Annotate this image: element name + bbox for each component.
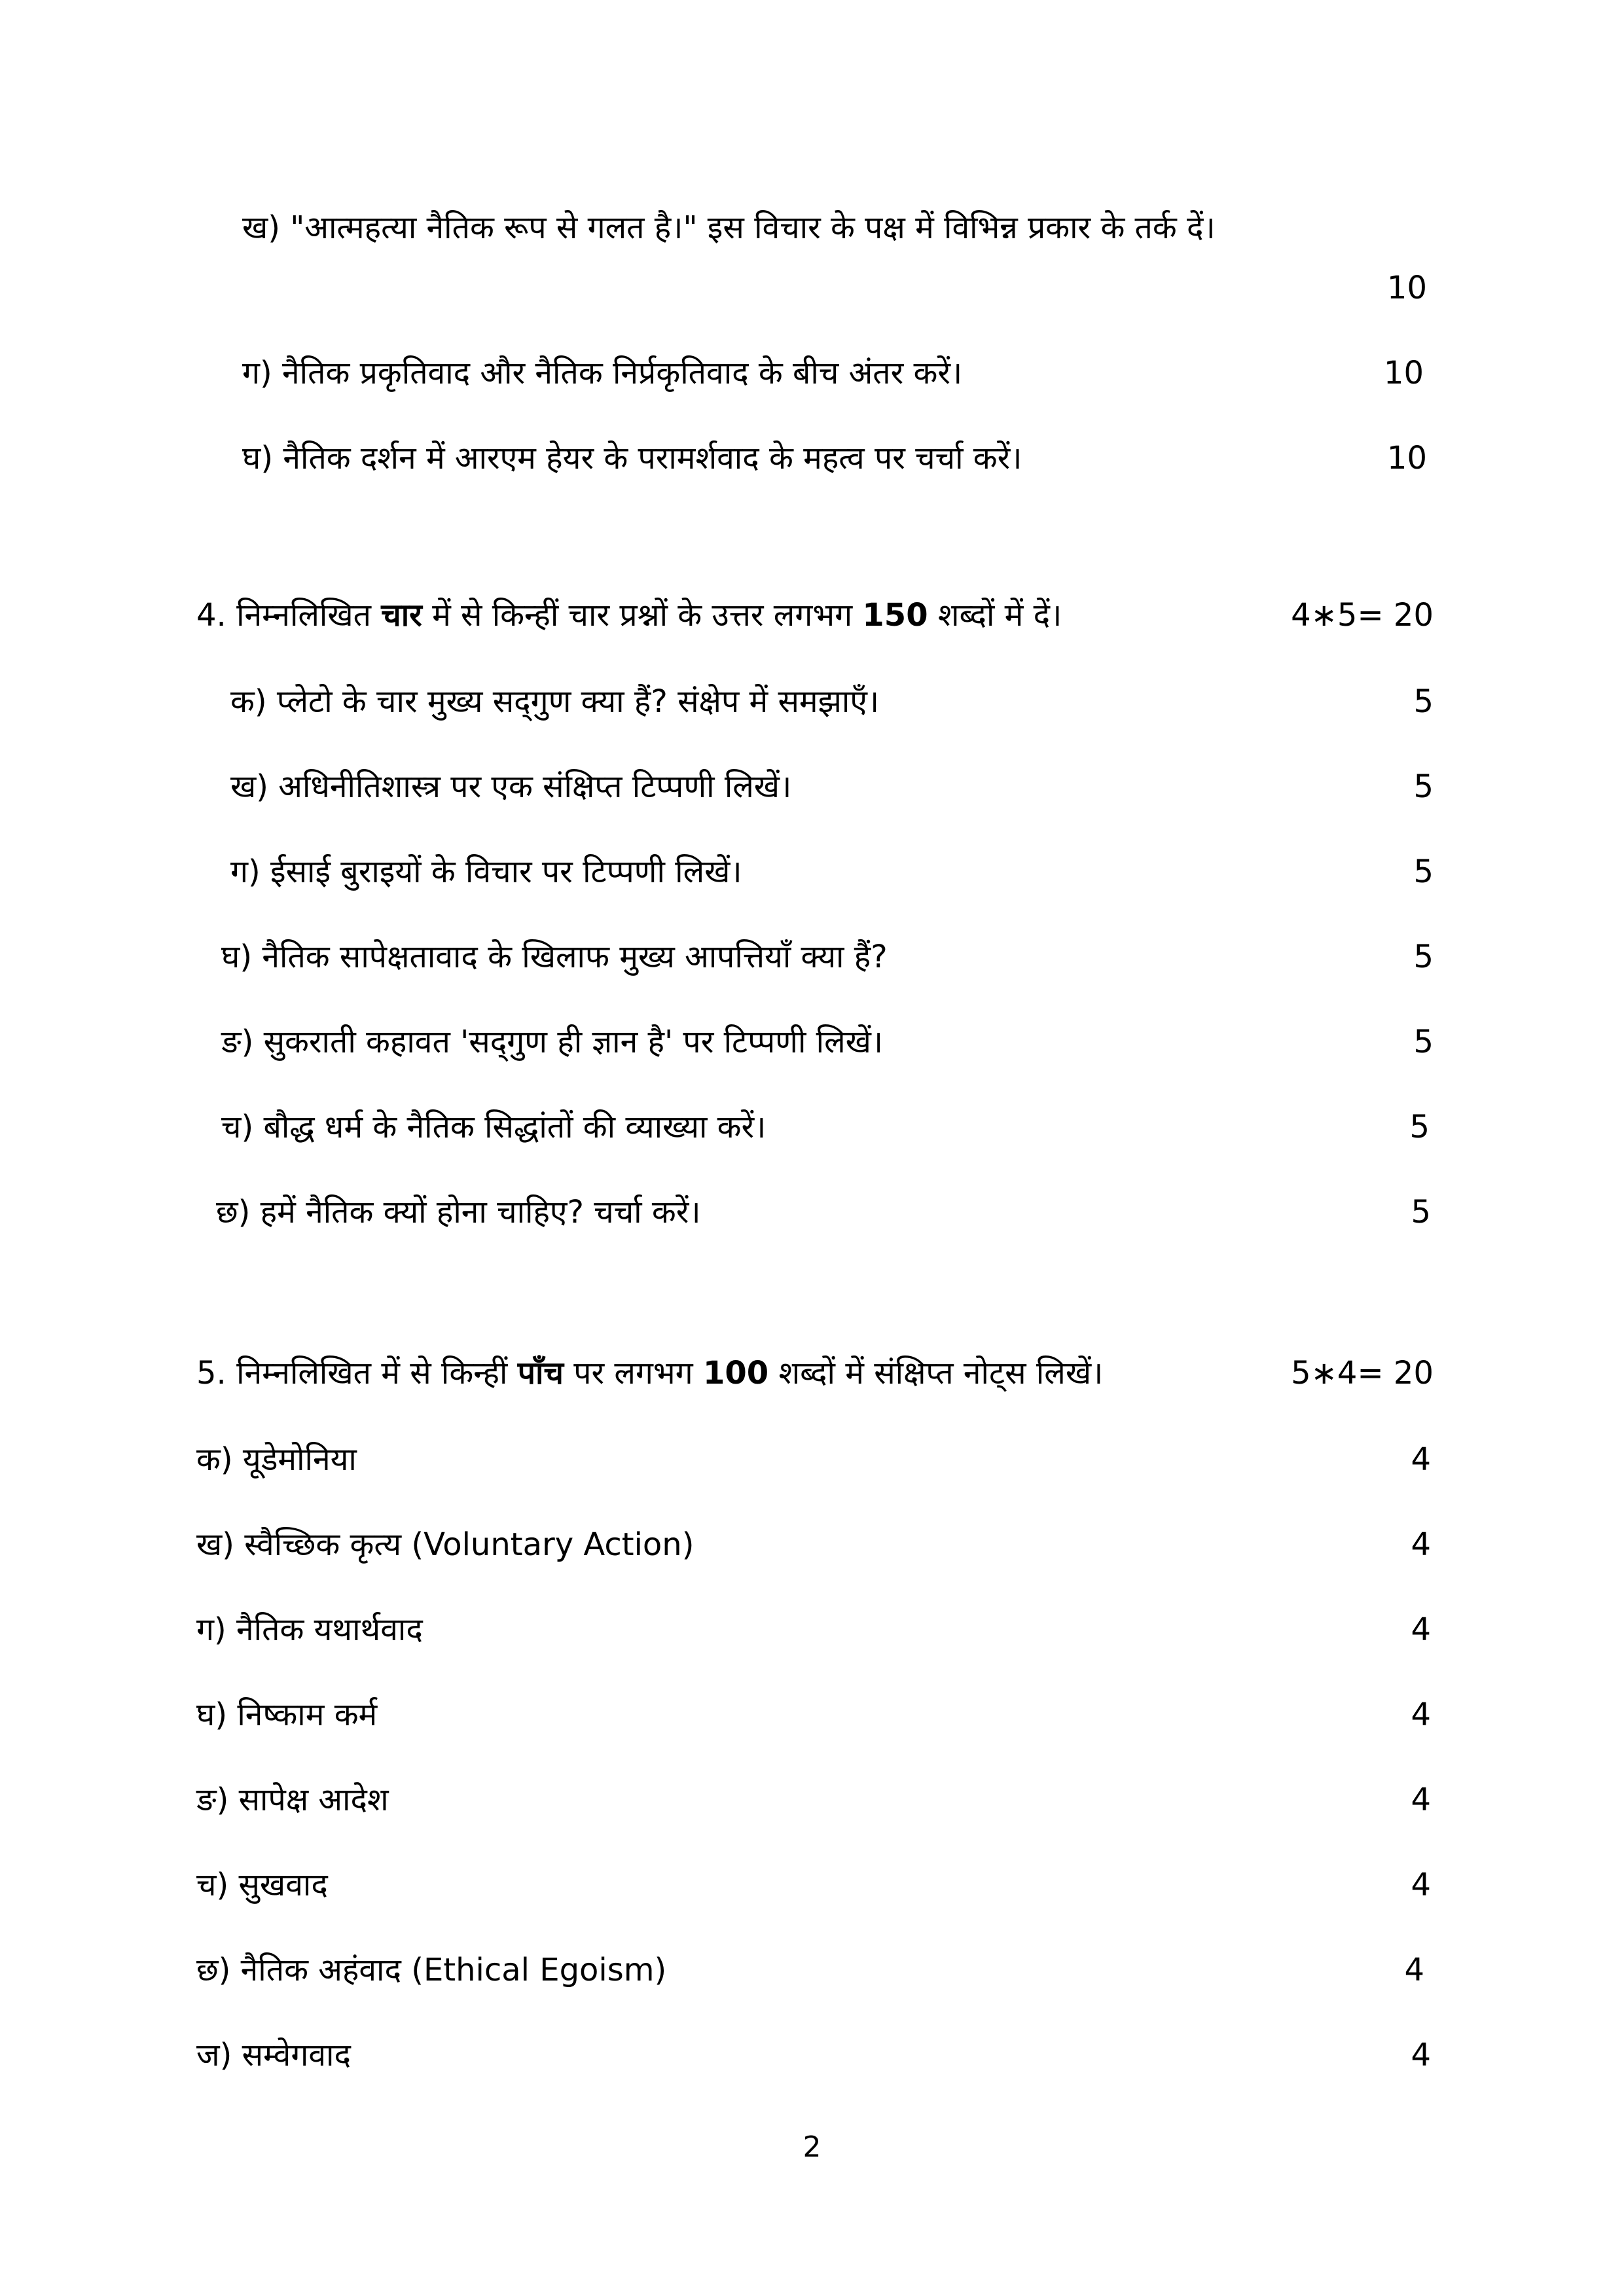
item-text: नैतिक यथार्थवाद xyxy=(236,1611,423,1648)
item-marks: 5 xyxy=(1413,1024,1434,1060)
item-marks: 4 xyxy=(1411,1867,1431,1903)
item-text: यूडेमोनिया xyxy=(242,1441,357,1478)
q4-item-chha xyxy=(216,1186,1431,1238)
q5-item-cha xyxy=(196,1859,1431,1911)
question-text: शब्दों में संक्षिप्त नोट्स लिखें। xyxy=(778,1355,1104,1391)
q5-item-chha xyxy=(196,1944,1424,1996)
item-text: नैतिक सापेक्षतावाद के खिलाफ मुख्य आपत्तियाँ क्या हैं? xyxy=(262,939,888,975)
q4-item-kha xyxy=(230,761,1434,813)
item-label: छ) xyxy=(196,1952,231,1988)
question-text: में से किन्हीं चार प्रश्नों के उत्तर लगभग xyxy=(432,597,853,634)
item-text: सुखवाद xyxy=(238,1867,328,1903)
item-label: घ) xyxy=(196,1696,228,1733)
q5-item-ka xyxy=(196,1433,1431,1486)
item-marks: 10 xyxy=(1386,270,1427,306)
question-marks: 5∗4= 20 xyxy=(1291,1355,1434,1391)
item-marks: 4 xyxy=(1411,2037,1431,2073)
question-text: शब्दों में दें। xyxy=(937,597,1062,634)
question-bold-count: चार xyxy=(381,597,422,634)
q3-item-kha-marks-row xyxy=(242,262,1427,314)
q3-item-ga xyxy=(242,347,1424,399)
item-label: ख) xyxy=(242,209,280,246)
item-marks: 5 xyxy=(1413,768,1434,805)
item-text: नैतिक अहंवाद (Ethical Egoism) xyxy=(240,1952,667,1988)
question-number: 5. xyxy=(196,1355,226,1391)
item-marks: 4 xyxy=(1411,1526,1431,1563)
item-label: ख) xyxy=(196,1526,234,1563)
item-label: छ) xyxy=(216,1194,251,1230)
item-text: नैतिक प्रकृतिवाद और नैतिक निर्प्रकृतिवाद के बीच अंतर करें। xyxy=(282,355,963,391)
question-marks: 4∗5= 20 xyxy=(1291,597,1434,634)
q3-item-kha xyxy=(242,202,1434,254)
q4-item-cha xyxy=(221,1101,1430,1153)
item-text: "आत्महत्या नैतिक रूप से गलत है।" इस विचार के पक्ष में विभिन्न प्रकार के तर्क दें। xyxy=(290,209,1216,246)
q4-item-ga xyxy=(230,846,1434,898)
item-text: हमें नैतिक क्यों होना चाहिए? चर्चा करें। xyxy=(260,1194,701,1230)
q4-heading xyxy=(196,589,1434,641)
question-bold-words: 100 xyxy=(702,1355,769,1391)
item-label: ग) xyxy=(230,853,261,890)
q4-item-gha xyxy=(221,931,1434,983)
q3-item-gha xyxy=(242,432,1427,484)
item-label: घ) xyxy=(242,440,274,476)
item-label: ग) xyxy=(196,1611,226,1648)
question-bold-words: 150 xyxy=(862,597,928,634)
q5-item-nga xyxy=(196,1774,1431,1826)
question-bold-count: पाँच xyxy=(517,1355,564,1391)
item-text: प्लेटो के चार मुख्य सद्‌गुण क्या हैं? संक्षेप में समझाएँ। xyxy=(276,683,880,720)
question-text: निम्नलिखित में से किन्हीं xyxy=(236,1355,508,1391)
item-text: नैतिक दर्शन में आरएम हेयर के परामर्शवाद के महत्व पर चर्चा करें। xyxy=(283,440,1022,476)
item-marks: 5 xyxy=(1409,1109,1430,1145)
question-text: पर लगभग xyxy=(573,1355,693,1391)
q5-item-ga xyxy=(196,1604,1431,1656)
item-marks: 5 xyxy=(1411,1194,1431,1230)
item-label: च) xyxy=(221,1109,254,1145)
item-marks: 4 xyxy=(1411,1611,1431,1648)
item-text: स्वैच्छिक कृत्य (Voluntary Action) xyxy=(244,1526,695,1563)
item-label: ज) xyxy=(196,2037,232,2073)
q5-item-kha xyxy=(196,1518,1431,1571)
question-number: 4. xyxy=(196,597,226,634)
q5-item-ja xyxy=(196,2029,1431,2081)
item-text: सम्वेगवाद xyxy=(242,2037,351,2073)
item-label: क) xyxy=(196,1441,233,1478)
q5-item-gha xyxy=(196,1689,1431,1741)
item-text: अधिनीतिशास्त्र पर एक संक्षिप्त टिप्पणी लिखें। xyxy=(278,768,792,805)
item-marks: 10 xyxy=(1386,440,1427,476)
item-label: ग) xyxy=(242,355,272,391)
page-number: 2 xyxy=(803,2130,821,2164)
item-label: ङ) xyxy=(196,1782,229,1818)
item-marks: 4 xyxy=(1411,1782,1431,1818)
item-label: ख) xyxy=(230,768,268,805)
q5-heading xyxy=(196,1347,1434,1399)
item-marks: 4 xyxy=(1411,1441,1431,1478)
item-label: च) xyxy=(196,1867,229,1903)
item-marks: 4 xyxy=(1404,1952,1424,1988)
item-text: निष्काम कर्म xyxy=(237,1696,378,1733)
item-label: ङ) xyxy=(221,1024,254,1060)
q4-item-ka xyxy=(230,675,1434,728)
item-label: क) xyxy=(230,683,267,720)
item-text: सापेक्ष आदेश xyxy=(238,1782,389,1818)
item-text: ईसाई बुराइयों के विचार पर टिप्पणी लिखें। xyxy=(270,853,742,890)
item-text: सुकराती कहावत 'सद्‌गुण ही ज्ञान है' पर टिप्पणी लिखें। xyxy=(263,1024,884,1060)
item-label: घ) xyxy=(221,939,253,975)
item-marks: 4 xyxy=(1411,1696,1431,1733)
item-text: बौद्ध धर्म के नैतिक सिद्धांतों की व्याख्या करें। xyxy=(263,1109,767,1145)
q4-item-nga xyxy=(221,1016,1434,1068)
item-marks: 10 xyxy=(1383,355,1424,391)
item-marks: 5 xyxy=(1413,939,1434,975)
item-marks: 5 xyxy=(1413,683,1434,720)
question-text: निम्नलिखित xyxy=(236,597,371,634)
item-marks: 5 xyxy=(1413,853,1434,890)
